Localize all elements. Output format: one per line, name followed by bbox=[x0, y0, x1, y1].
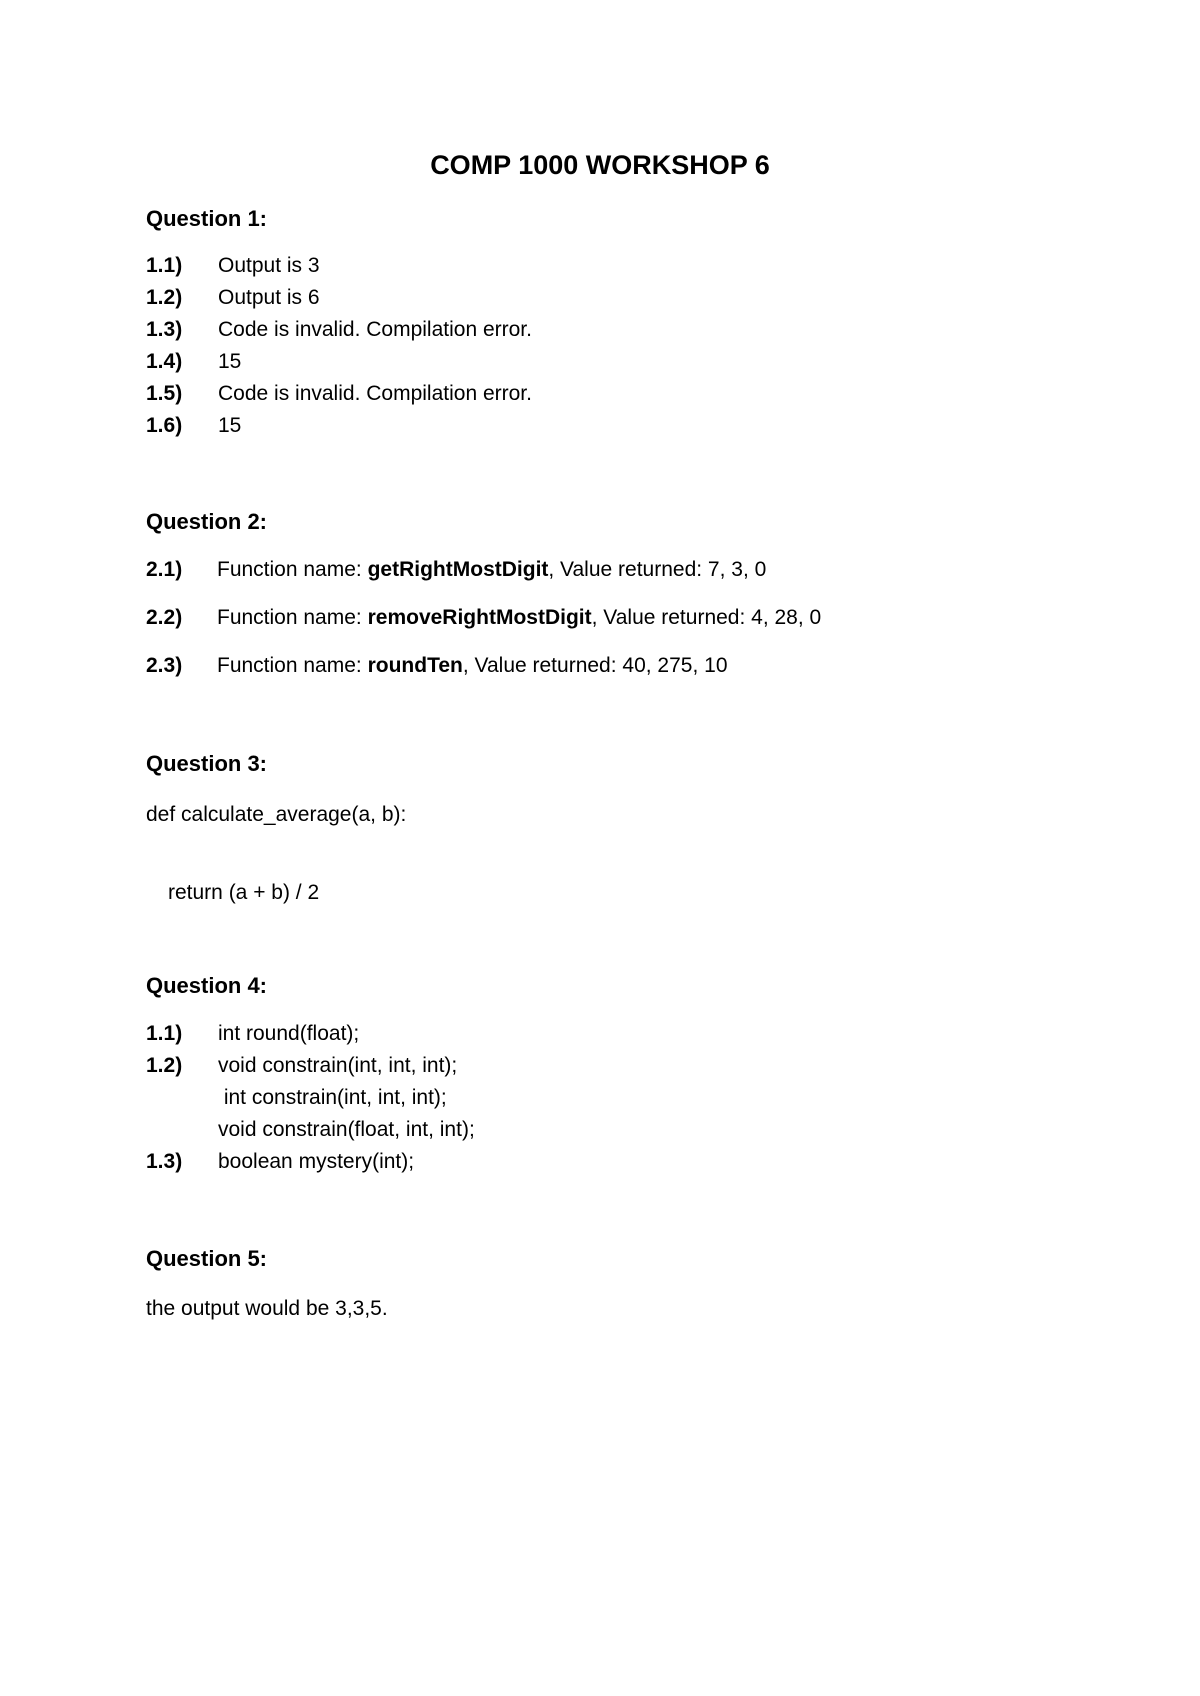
q2-item bbox=[146, 556, 766, 584]
q1-item-text: Code is invalid. Compilation error. bbox=[218, 318, 532, 341]
q2-function-name: roundTen bbox=[367, 654, 463, 677]
q5-answer: the output would be 3,3,5. bbox=[146, 1297, 388, 1320]
q4-item bbox=[146, 1084, 447, 1112]
q1-item-text: Output is 3 bbox=[218, 254, 320, 277]
code-line-return: return (a + b) / 2 bbox=[168, 881, 320, 904]
q1-item bbox=[146, 316, 532, 344]
q2-function-name: removeRightMostDigit bbox=[367, 606, 592, 629]
q1-item bbox=[146, 252, 320, 280]
q4-item-text: void constrain(float, int, int); bbox=[218, 1118, 475, 1141]
q1-item-text: Code is invalid. Compilation error. bbox=[218, 382, 532, 405]
q4-item-number: 1.1) bbox=[146, 1022, 183, 1045]
question-3-heading: Question 3: bbox=[146, 751, 268, 776]
q4-item bbox=[146, 1148, 414, 1176]
q1-item-text: Output is 6 bbox=[218, 286, 320, 309]
q1-item-number: 1.3) bbox=[146, 318, 183, 341]
q2-item-number: 2.1) bbox=[146, 558, 183, 581]
q2-item bbox=[146, 604, 821, 632]
q1-item-text: 15 bbox=[218, 414, 242, 437]
question-1-heading: Question 1: bbox=[146, 206, 268, 231]
q4-item bbox=[146, 1020, 359, 1048]
question-5-heading: Question 5: bbox=[146, 1246, 268, 1271]
q2-item-suffix: , Value returned: 40, 275, 10 bbox=[462, 654, 728, 677]
q1-item-text: 15 bbox=[218, 350, 242, 373]
q2-item-number: 2.3) bbox=[146, 654, 183, 677]
document-title: COMP 1000 WORKSHOP 6 bbox=[430, 150, 770, 180]
q1-item bbox=[146, 412, 241, 440]
q2-item-number: 2.2) bbox=[146, 606, 183, 629]
q4-item-text: int round(float); bbox=[218, 1022, 360, 1045]
q4-item bbox=[146, 1052, 457, 1080]
q1-item-number: 1.4) bbox=[146, 350, 183, 373]
q4-item-number: 1.3) bbox=[146, 1150, 183, 1173]
q2-item-prefix: Function name: bbox=[217, 558, 368, 581]
q2-function-name: getRightMostDigit bbox=[367, 558, 549, 581]
q4-item bbox=[146, 1116, 475, 1144]
q1-item bbox=[146, 380, 532, 408]
q2-item bbox=[146, 652, 728, 680]
code-line-def: def calculate_average(a, b): bbox=[146, 803, 407, 826]
question-4-heading: Question 4: bbox=[146, 973, 268, 998]
q2-item-prefix: Function name: bbox=[217, 654, 368, 677]
q2-item-suffix: , Value returned: 7, 3, 0 bbox=[548, 558, 767, 581]
q1-item bbox=[146, 348, 241, 376]
q4-item-text: boolean mystery(int); bbox=[218, 1150, 415, 1173]
q4-item-number: 1.2) bbox=[146, 1054, 183, 1077]
q1-item-number: 1.5) bbox=[146, 382, 183, 405]
q4-item-text: int constrain(int, int, int); bbox=[218, 1086, 447, 1109]
q2-item-prefix: Function name: bbox=[217, 606, 368, 629]
q1-item bbox=[146, 284, 320, 312]
q1-item-number: 1.1) bbox=[146, 254, 183, 277]
q2-item-suffix: , Value returned: 4, 28, 0 bbox=[591, 606, 822, 629]
q1-item-number: 1.6) bbox=[146, 414, 183, 437]
q1-item-number: 1.2) bbox=[146, 286, 183, 309]
q4-item-text: void constrain(int, int, int); bbox=[218, 1054, 458, 1077]
question-2-heading: Question 2: bbox=[146, 509, 268, 534]
